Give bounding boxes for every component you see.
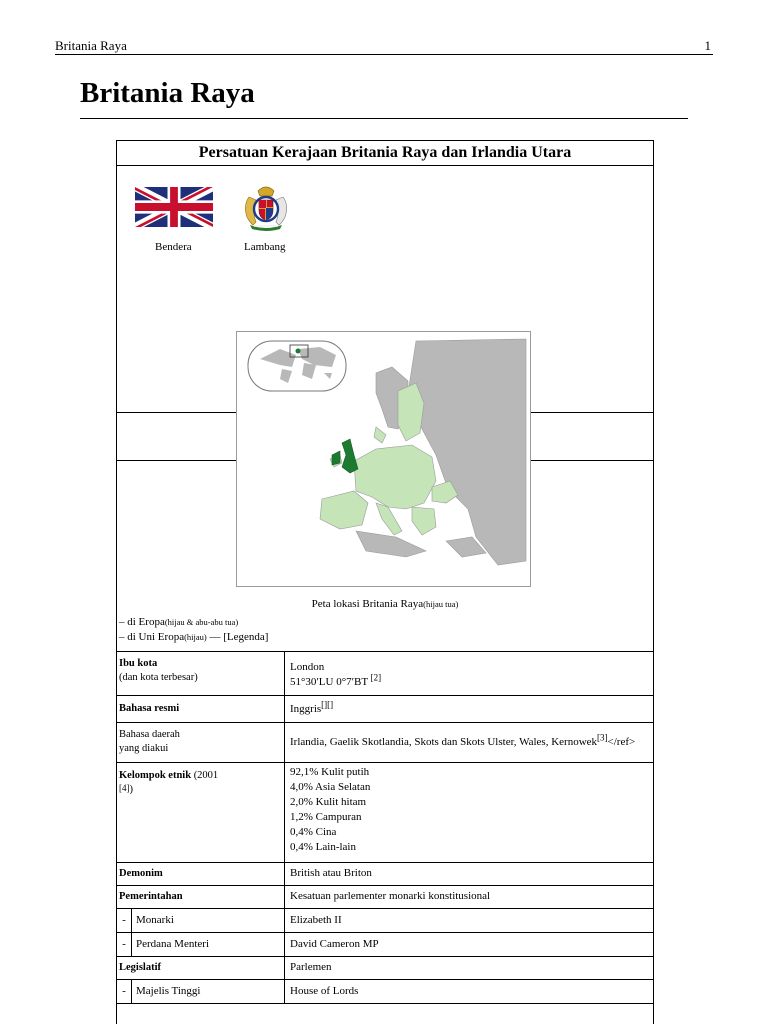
row-upper-house-label[interactable]: Majelis Tinggi [136,985,201,997]
article-title: Britania Raya [80,77,255,109]
legend-eu-text: – di Uni Eropa [119,631,185,643]
row-prime-minister-label[interactable]: Perdana Menteri [136,938,209,950]
legend-europe-text: – di Eropa [119,616,165,628]
legend-link[interactable]: — [Legenda] [206,631,269,643]
row-ethnic-groups [117,762,653,863]
row-monarch [117,908,653,933]
ethnic-item: 92,1% Kulit putih [290,766,370,778]
row-prime-minister-value[interactable]: David Cameron MP [290,938,379,950]
row-monarch-label[interactable]: Monarki [136,914,174,926]
row-legislature [117,956,653,980]
flag-label: Bendera [155,241,192,253]
map-caption [117,598,653,610]
map-caption-text: Peta lokasi Britania Raya [311,598,424,610]
coat-of-arms-label: Lambang [244,241,286,253]
row-capital-label: Ibu kota (dan kota terbesar) [119,658,198,683]
row-ethnic-groups-value [290,765,650,855]
legend-europe [119,616,238,628]
ethnic-groups-ref[interactable]: [4] [119,783,130,793]
infobox-bottom-rule [117,1003,653,1004]
row-government-value[interactable]: Kesatuan parlementer monarki konstitusional [290,890,491,902]
row-demonym-label: Demonim [119,868,163,879]
regional-languages-list[interactable]: Irlandia, Gaelik Skotlandia, Skots dan Skots Ulster, Wales, Kernowek [290,736,598,748]
row-demonym [117,862,653,886]
ethnic-item: 4,0% Asia Selatan [290,781,371,793]
ethnic-item: 1,2% Campuran [290,811,362,823]
row-official-language-value [290,699,650,717]
infobox [116,140,654,1024]
title-rule [80,118,688,119]
row-monarch-value[interactable]: Elizabeth II [290,914,342,926]
ethnic-item: 0,4% Lain-lain [290,841,356,853]
running-header-title: Britania Raya [55,38,127,53]
official-language-ref[interactable]: [][] [321,699,334,710]
legend-eu [119,631,268,643]
row-regional-languages [117,722,653,763]
row-legislature-value[interactable]: Parlemen [290,961,332,973]
row-capital [117,651,653,696]
page-number: 1 [704,38,711,53]
row-official-language-label: Bahasa resmi [119,703,180,714]
row-regional-languages-value [290,732,650,750]
row-upper-house-value[interactable]: House of Lords [290,985,359,997]
row-upper-house [117,979,653,1004]
row-government-label: Pemerintahan [119,891,183,902]
row-official-language [117,695,653,723]
row-government [117,885,653,909]
row-regional-languages-label: Bahasa daerah yang diakui [119,729,180,754]
sub-row-marker: - [117,909,132,933]
ethnic-item: 2,0% Kulit hitam [290,796,367,808]
regional-languages-tail: </ref> [607,736,636,748]
union-flag-image[interactable] [135,187,213,227]
sub-row-marker: - [117,933,132,957]
capital-ref[interactable]: [2] [370,672,382,683]
row-ethnic-groups-label: Kelompok etnik (2001 [4]) [119,770,219,795]
legend-europe-note: (hijau & abu-abu tua) [164,617,239,627]
capital-city-link[interactable]: London [290,661,325,673]
map-caption-note: (hijau tua) [423,599,459,609]
europe-locator-map[interactable] [236,331,531,587]
coat-of-arms-image[interactable] [240,181,292,233]
official-language-link[interactable]: Inggris [290,703,322,715]
header-rule [55,54,713,55]
infobox-caption: Persatuan Kerajaan Britania Raya dan Irlandia Utara [117,141,653,166]
regional-languages-ref[interactable]: [3] [597,732,608,743]
legend-eu-note: (hijau) [184,632,207,642]
row-prime-minister [117,932,653,957]
row-capital-value [290,660,650,690]
sub-row-marker: - [117,980,132,1004]
capital-coordinates[interactable]: 51°30′LU 0°7′BT [290,676,371,688]
row-demonym-value[interactable]: British atau Briton [290,867,372,879]
row-legislature-label: Legislatif [119,962,161,973]
ethnic-item: 0,4% Cina [290,826,337,838]
